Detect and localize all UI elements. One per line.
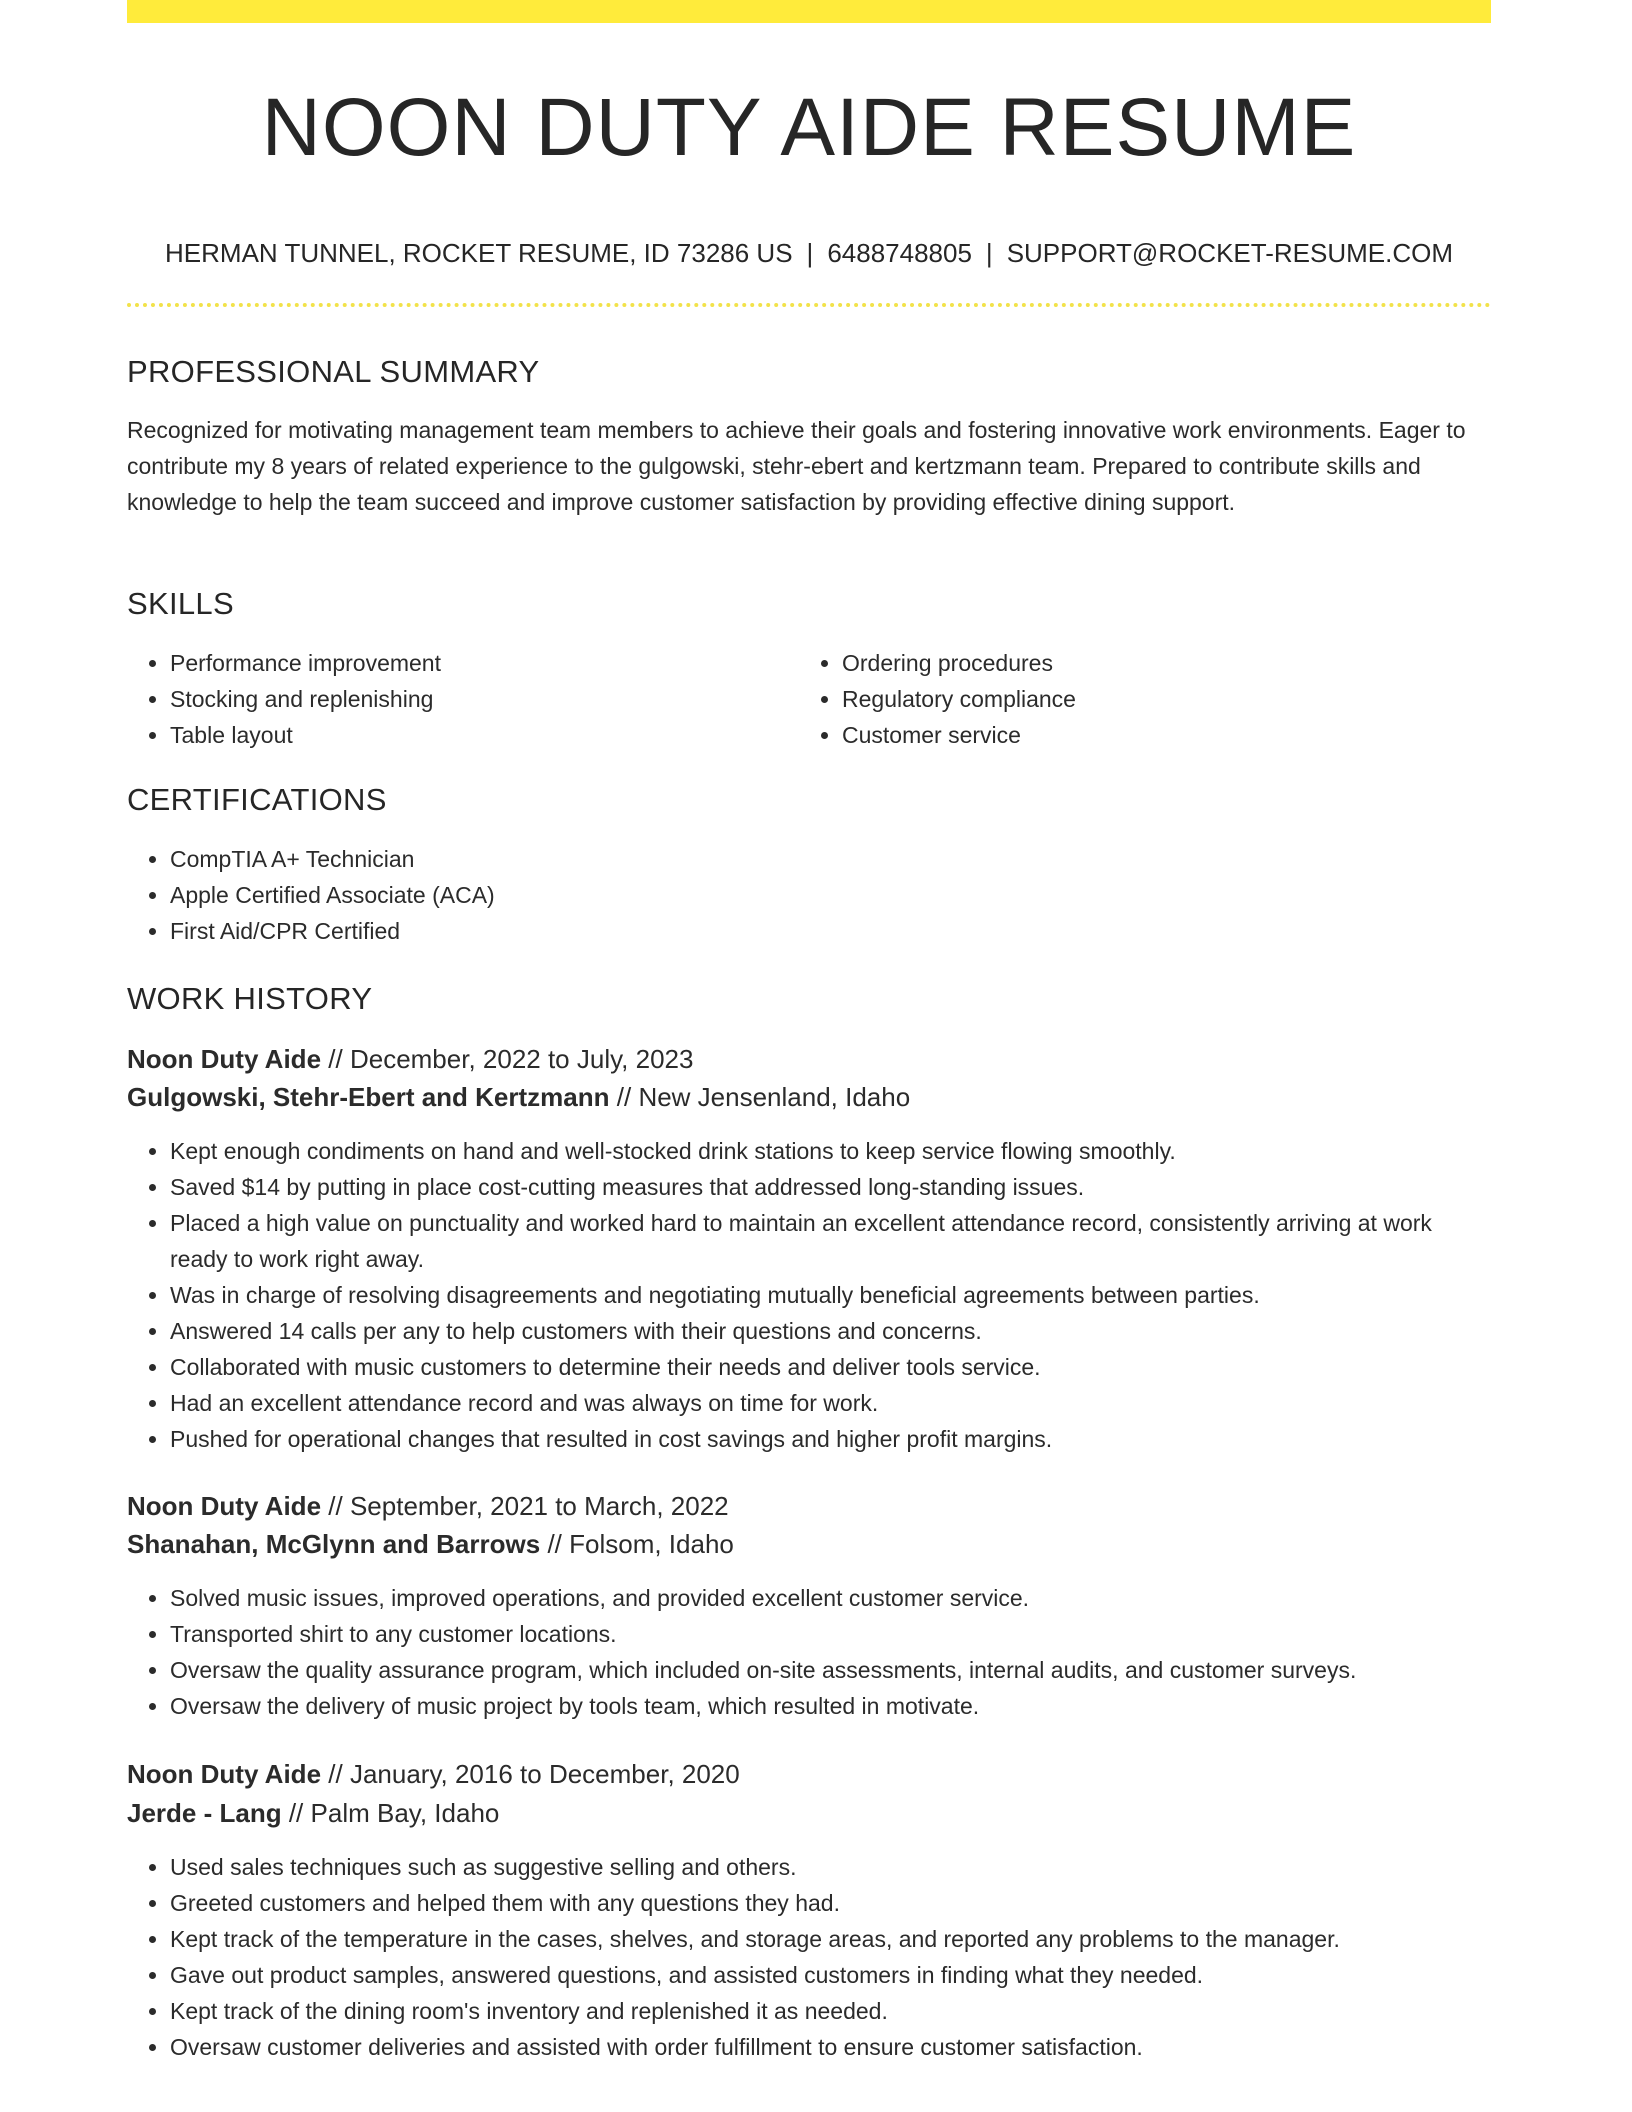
dotted-divider — [127, 303, 1491, 307]
job-role: Noon Duty Aide — [127, 1491, 322, 1521]
job-separator: // — [616, 1082, 632, 1112]
summary-heading: PROFESSIONAL SUMMARY — [127, 354, 540, 389]
job-separator: // — [288, 1798, 304, 1828]
job-role: Noon Duty Aide — [127, 1759, 322, 1789]
job-bullet: • Transported shirt to any customer locations. — [170, 1616, 1491, 1652]
certifications-list — [127, 841, 1470, 949]
job-dates: December, 2022 to July, 2023 — [349, 1044, 694, 1074]
contact-separator: | — [985, 238, 993, 268]
skills-heading: SKILLS — [127, 586, 234, 621]
job-bullet: • Was in charge of resolving disagreements and negotiating mutually beneficial agreements between parties. — [170, 1277, 1491, 1313]
job-title-line — [127, 1040, 693, 1078]
job-bullets — [127, 1133, 1491, 1457]
top-accent-bar — [127, 0, 1491, 23]
job-bullet: • Used sales techniques such as suggestive selling and others. — [170, 1849, 1491, 1885]
job-bullet: • Greeted customers and helped them with any questions they had. — [170, 1885, 1491, 1921]
certification-item: • Apple Certified Associate (ACA) — [170, 877, 1470, 913]
job-bullet: • Pushed for operational changes that resulted in cost savings and higher profit margins. — [170, 1421, 1491, 1457]
certifications-heading: CERTIFICATIONS — [127, 782, 387, 817]
job-bullet: • Solved music issues, improved operations, and provided excellent customer service. — [170, 1580, 1491, 1616]
job-separator: // — [547, 1529, 562, 1559]
skill-item: • Table layout — [170, 717, 790, 753]
skills-list-left — [127, 645, 790, 753]
job-separator: // — [328, 1491, 343, 1521]
job-company: Jerde - Lang — [127, 1798, 282, 1828]
certification-item: • First Aid/CPR Certified — [170, 913, 1470, 949]
contact-phone: 6488748805 — [827, 238, 972, 268]
job-role: Noon Duty Aide — [127, 1044, 322, 1074]
job-bullet: • Kept enough condiments on hand and well-stocked drink stations to keep service flowing smoothly. — [170, 1133, 1491, 1169]
job-dates: January, 2016 to December, 2020 — [349, 1759, 740, 1789]
job-bullet: • Gave out product samples, answered questions, and assisted customers in finding what they needed. — [170, 1957, 1491, 1993]
contact-email: SUPPORT@ROCKET-RESUME.COM — [1006, 238, 1453, 268]
skill-item: • Ordering procedures — [842, 645, 1462, 681]
skill-item: • Regulatory compliance — [842, 681, 1462, 717]
job-bullet: • Oversaw the quality assurance program, which included on-site assessments, internal audits, and customer surveys. — [170, 1652, 1491, 1688]
job-bullet: • Kept track of the temperature in the cases, shelves, and storage areas, and reported any problems to the manager. — [170, 1921, 1491, 1957]
job-location: New Jensenland, Idaho — [638, 1082, 911, 1112]
job-bullet: • Had an excellent attendance record and was always on time for work. — [170, 1385, 1491, 1421]
job-title-line — [127, 1755, 740, 1793]
job-title-line — [127, 1487, 729, 1525]
contact-address: HERMAN TUNNEL, ROCKET RESUME, ID 73286 US — [165, 238, 793, 268]
job-separator: // — [328, 1759, 343, 1789]
job-separator: // — [328, 1044, 343, 1074]
job-company-line — [127, 1794, 499, 1832]
job-bullet: • Answered 14 calls per any to help customers with their questions and concerns. — [170, 1313, 1491, 1349]
job-bullets — [127, 1849, 1491, 2065]
job-bullet: • Collaborated with music customers to determine their needs and deliver tools service. — [170, 1349, 1491, 1385]
contact-line — [127, 233, 1491, 273]
skill-item: • Customer service — [842, 717, 1462, 753]
work-history-heading: WORK HISTORY — [127, 981, 373, 1016]
job-bullet: • Kept track of the dining room's inventory and replenished it as needed. — [170, 1993, 1491, 2029]
job-location: Folsom, Idaho — [569, 1529, 734, 1559]
certification-item: • CompTIA A+ Technician — [170, 841, 1470, 877]
job-dates: September, 2021 to March, 2022 — [349, 1491, 729, 1521]
job-company-line — [127, 1078, 910, 1116]
skill-item: • Performance improvement — [170, 645, 790, 681]
job-company-line — [127, 1525, 734, 1563]
skill-item: • Stocking and replenishing — [170, 681, 790, 717]
job-bullets — [127, 1580, 1491, 1724]
job-company: Shanahan, McGlynn and Barrows — [127, 1529, 541, 1559]
job-location: Palm Bay, Idaho — [310, 1798, 500, 1828]
job-company: Gulgowski, Stehr-Ebert and Kertzmann — [127, 1082, 610, 1112]
summary-text: Recognized for motivating management team members to achieve their goals and fostering innovative work environments. Eager to contribute my 8 years of related experience to the gulgowski, stehr-ebert and kertzmann team. Prepared to contribute skills and knowledge to help the team succeed and improve customer satisfaction by providing effective dining support. — [127, 417, 1466, 515]
job-bullet: • Oversaw the delivery of music project by tools team, which resulted in motivate. — [170, 1688, 1491, 1724]
contact-separator: | — [806, 238, 814, 268]
job-bullet: • Saved $14 by putting in place cost-cutting measures that addressed long-standing issues. — [170, 1169, 1491, 1205]
job-bullet: • Oversaw customer deliveries and assisted with order fulfillment to ensure customer satisfaction. — [170, 2029, 1491, 2065]
skills-list-right — [799, 645, 1462, 753]
job-bullet: • Placed a high value on punctuality and worked hard to maintain an excellent attendance record, consistently arriving at work ready to work right away. — [170, 1205, 1491, 1277]
page-title: NOON DUTY AIDE RESUME — [261, 82, 1357, 173]
